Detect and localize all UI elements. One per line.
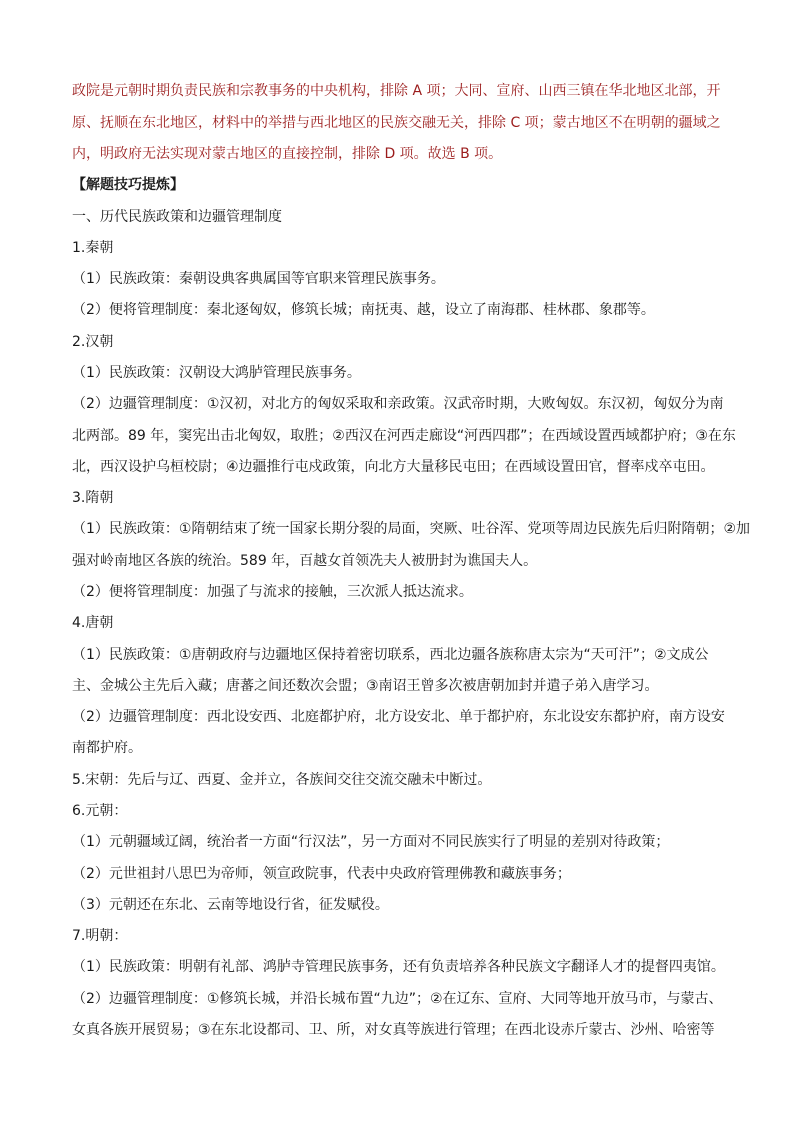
body-line: （2）便将管理制度：秦北逐匈奴，修筑长城；南抚夷、越，设立了南海郡、桂林郡、象郡等。	[72, 302, 655, 318]
body-line: 主、金城公主先后入藏；唐蕃之间还数次会盟；③南诏王曾多次被唐朝加封并遣子弟入唐学习。	[72, 678, 659, 694]
body-line: 南都护府。	[72, 740, 142, 756]
body-line: （1）民族政策：明朝有礼部、鸿胪寺管理民族事务，还有负责培养各种民族文字翻译人才的提督四夷馆。	[72, 959, 725, 975]
body-line: 强对岭南地区各族的统治。589 年，百越女首领冼夫人被册封为谯国夫人。	[72, 553, 538, 569]
body-line: （2）边疆管理制度：西北设安西、北庭都护府，北方设安北、单于都护府，东北设安东都护府，南方设安	[72, 709, 725, 725]
body-line: （1）民族政策：秦朝设典客典属国等官职来管理民族事务。	[72, 271, 445, 287]
answer-explanation-line: 原、抚顺在东北地区，材料中的举措与西北地区的民族交融无关，排除 C 项；蒙古地区不在明朝的疆域之	[72, 115, 721, 131]
dynasty-heading: 2.汉朝	[72, 334, 114, 350]
body-line: （1）元朝疆域辽阔，统治者一方面“行汉法”，另一方面对不同民族实行了明显的差别对待政策；	[72, 834, 670, 850]
answer-explanation-line: 内，明政府无法实现对蒙古地区的直接控制，排除 D 项。故选 B 项。	[72, 146, 503, 162]
body-line: 女真各族开展贸易；③在东北设都司、卫、所，对女真等族进行管理；在西北设赤斤蒙古、沙州、哈密等	[72, 1022, 715, 1038]
body-line: （2）边疆管理制度：①汉初，对北方的匈奴采取和亲政策。汉武帝时期，大败匈奴。东汉初，匈奴分为南	[72, 396, 724, 412]
body-line: （2）元世祖封八思巴为帝师，领宣政院事，代表中央政府管理佛教和藏族事务；	[72, 866, 571, 882]
body-line: 北两部。89 年，窦宪出击北匈奴，取胜；②西汉在河西走廊设“河西四郡”；在西域设置西域都护府；③在东	[72, 428, 736, 444]
dynasty-heading: 4.唐朝	[72, 615, 114, 631]
body-line: （2）便将管理制度：加强了与流求的接触，三次派人抵达流求。	[72, 584, 473, 600]
dynasty-heading: 1.秦朝	[72, 240, 114, 256]
body-line: （2）边疆管理制度：①修筑长城，并沿长城布置“九边”；②在辽东、宣府、大同等地开放马市，与蒙古、	[72, 991, 723, 1007]
section-heading: 【解题技巧提炼】	[72, 177, 184, 193]
dynasty-heading: 3.隋朝	[72, 490, 114, 506]
body-line: （3）元朝还在东北、云南等地设行省，征发赋役。	[72, 897, 389, 913]
body-line: （1）民族政策：①隋朝结束了统一国家长期分裂的局面，突厥、吐谷浑、党项等周边民族先后归附隋朝；②加	[72, 521, 751, 537]
body-line: （1）民族政策：①唐朝政府与边疆地区保持着密切联系，西北边疆各族称唐太宗为“天可汗”；②文成公	[72, 647, 709, 663]
dynasty-heading: 7.明朝：	[72, 928, 128, 944]
topic-heading: 一、历代民族政策和边疆管理制度	[72, 209, 282, 225]
body-line: （1）民族政策：汉朝设大鸿胪管理民族事务。	[72, 365, 361, 381]
dynasty-heading: 5.宋朝：先后与辽、西夏、金并立，各族间交往交流交融未中断过。	[72, 772, 492, 788]
answer-explanation-line: 政院是元朝时期负责民族和宗教事务的中央机构，排除 A 项；大同、宣府、山西三镇在华北地区北部，开	[72, 83, 721, 99]
dynasty-heading: 6.元朝：	[72, 803, 128, 819]
body-line: 北，西汉设护乌桓校尉；④边疆推行屯戍政策，向北方大量移民屯田；在西域设置田官，督率戍卒屯田。	[72, 459, 715, 475]
